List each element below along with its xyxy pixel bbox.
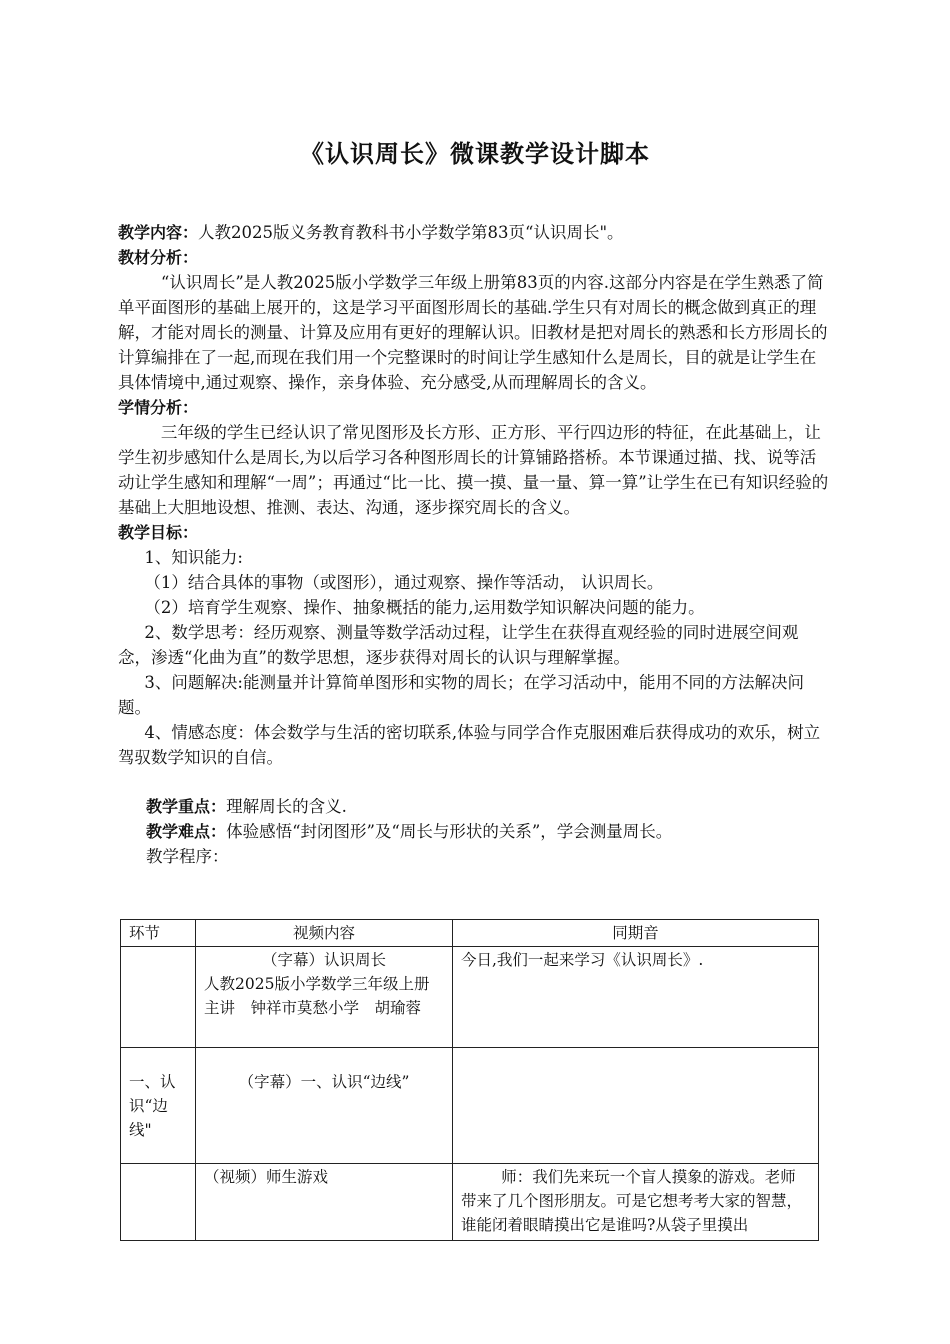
stage-cell: 一、认识“边线" — [121, 1048, 196, 1164]
procedure-label: 教学程序： — [146, 847, 229, 866]
video-cell — [196, 1164, 453, 1241]
header-audio: 同期音 — [453, 920, 819, 947]
objectives-heading: 教学目标： — [118, 523, 199, 542]
student-analysis-heading: 学情分析： — [118, 398, 199, 417]
video-line: 主讲 钟祥市莫愁小学 胡瑜蓉 — [204, 999, 422, 1017]
objective-item: 2、数学思考：经历观察、测量等数学活动过程，让学生在获得直观经验的同时进展空间观念，渗透“化曲为直”的数学思想，逐步获得对周长的认识与理解掌握。 — [118, 623, 799, 667]
objective-item: 4、情感态度：体会数学与生活的密切联系,体验与同学合作克服困难后获得成功的欢乐，树立驾驭数学知识的自信。 — [118, 723, 821, 767]
student-analysis-text: 三年级的学生已经认识了常见图形及长方形、正方形、平行四边形的特征，在此基础上，让学生初步感知什么是周长,为以后学习各种图形周长的计算铺路搭桥。本节课通过描、找、说等活动让学生感知和理解“一周”；再通过“比一比、摸一摸、量一量、算一算”让学生在已有知识经验的基础上大胆地设想、推测、表达、沟通，逐步探究周长的含义。 — [118, 423, 829, 517]
objective-item: （1）结合具体的事物（或图形），通过观察、操作等活动， 认识周长。 — [144, 573, 664, 592]
material-analysis-text: “认识周长”是人教2025版小学数学三年级上册第83页的内容.这部分内容是在学生熟悉了简单平面图形的基础上展开的，这是学习平面图形周长的基础.学生只有对周长的概念做到真正的理解，才能对周长的测量、计算及应用有更好的理解认识。旧教材是把对周长的熟悉和长方形周长的计算编排在了一起,而现在我们用一个完整课时的时间让学生感知什么是周长，目的就是让学生在具体情境中,通过观察、操作，亲身体验、充分感受,从而理解周长的含义。 — [118, 273, 828, 392]
document-title: 《认识周长》微课教学设计脚本 — [300, 140, 650, 168]
stage-cell — [121, 1164, 196, 1241]
table-row — [121, 1048, 819, 1164]
audio-cell — [453, 1048, 819, 1164]
video-line: 人教2025版小学数学三年级上册 — [204, 975, 430, 993]
video-line: （视频）师生游戏 — [204, 1168, 329, 1186]
stage-cell — [121, 947, 196, 1048]
objective-item: 3、问题解决:能测量并计算简单图形和实物的周长；在学习活动中，能用不同的方法解决问题。 — [118, 673, 804, 717]
document-body — [118, 220, 830, 869]
video-line: （字幕）认识周长 — [261, 951, 386, 969]
header-video: 视频内容 — [196, 920, 453, 947]
header-stage: 环节 — [121, 920, 196, 947]
table-row — [121, 947, 819, 1048]
audio-cell: 师：我们先来玩一个盲人摸象的游戏。老师带来了几个图形朋友。可是它想考考大家的智慧，谁能闭着眼睛摸出它是谁吗?从袋子里摸出 — [453, 1164, 819, 1241]
material-analysis-heading: 教材分析： — [118, 248, 199, 267]
objective-item: （2）培育学生观察、操作、抽象概括的能力,运用数学知识解决问题的能力。 — [144, 598, 705, 617]
difficulty-line — [118, 819, 830, 844]
procedure-table — [120, 919, 819, 1241]
table-row — [121, 1164, 819, 1241]
video-cell — [196, 947, 453, 1048]
key-point-text: 理解周长的含义. — [226, 797, 347, 816]
content-label: 教学内容： — [118, 223, 199, 242]
audio-cell: 今日,我们一起来学习《认识周长》. — [453, 947, 819, 1048]
difficulty-label: 教学难点： — [146, 822, 227, 841]
video-cell — [196, 1048, 453, 1164]
key-point-line — [118, 794, 830, 819]
video-line: （字幕）一、认识“边线” — [238, 1073, 410, 1091]
objective-item: 1、知识能力: — [144, 548, 243, 567]
table-header-row — [121, 920, 819, 947]
content-text: 人教2025版义务教育教科书小学数学第83页“认识周长"。 — [198, 223, 624, 242]
difficulty-text: 体验感悟“封闭图形”及“周长与形状的关系”，学会测量周长。 — [226, 822, 673, 841]
content-line — [118, 220, 830, 245]
key-point-label: 教学重点： — [146, 797, 227, 816]
